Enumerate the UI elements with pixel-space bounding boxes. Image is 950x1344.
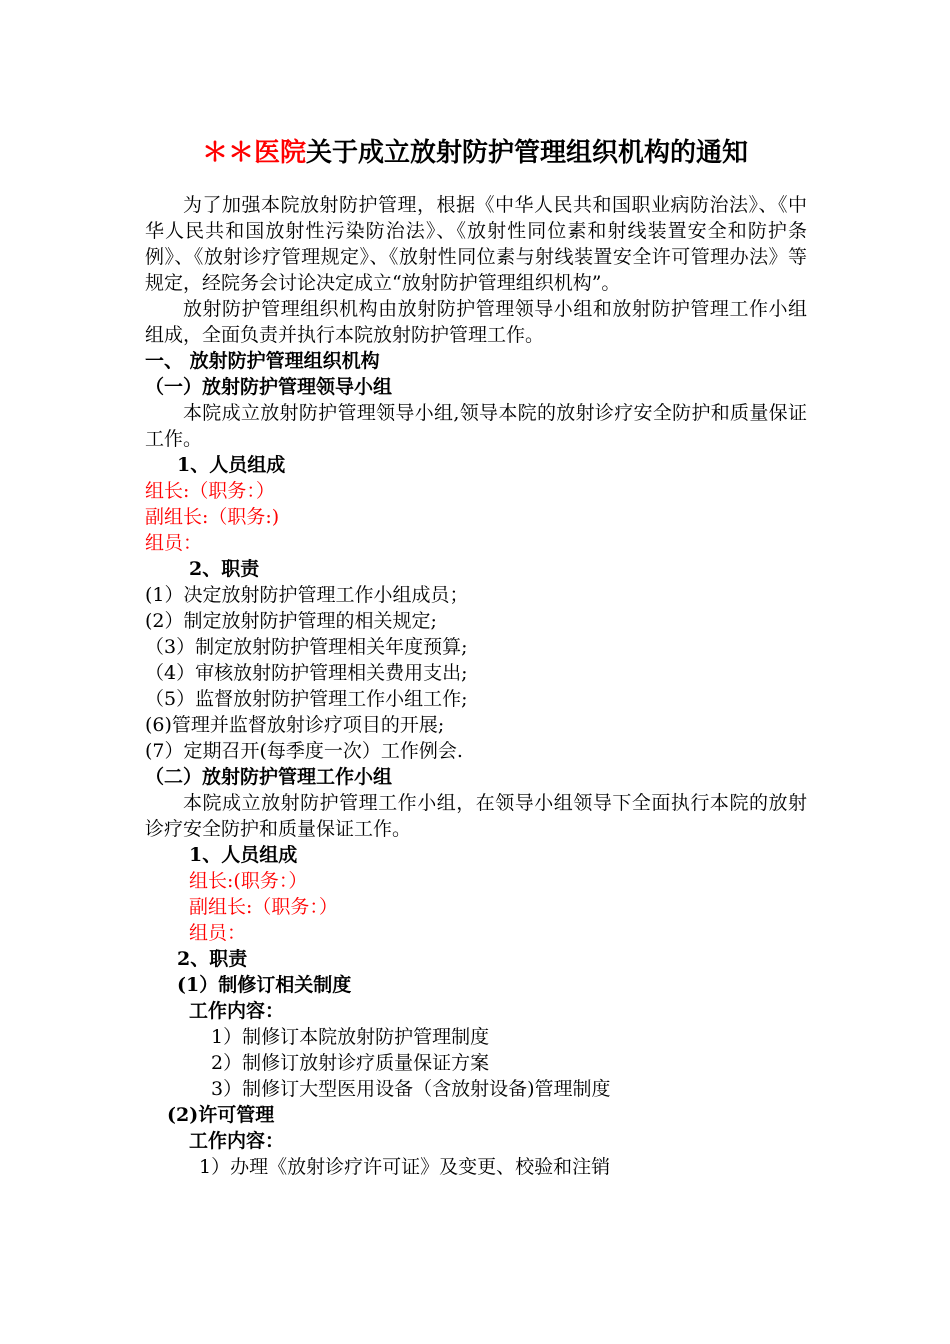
subsection-heading-working: （二）放射防护管理工作小组 <box>145 766 393 788</box>
hospital-name: ＊＊医院 <box>201 138 306 168</box>
document-title <box>0 136 950 170</box>
working-members: 组员： <box>189 922 247 944</box>
leadership-duties-heading: 2、职责 <box>189 558 260 580</box>
working-item1-task: 1）制修订本院放射防护管理制度 <box>211 1026 490 1048</box>
leadership-duty-item: （5）监督放射防护管理工作小组工作; <box>145 688 468 710</box>
working-item1-heading: (1）制修订相关制度 <box>177 974 352 996</box>
working-item1-content-label: 工作内容： <box>189 1000 285 1022</box>
leadership-duty-item: (6)管理并监督放射诊疗项目的开展; <box>145 714 445 736</box>
working-item2-heading: (2)许可管理 <box>167 1104 275 1126</box>
leadership-duty-item: (2）制定放射防护管理的相关规定; <box>145 610 437 632</box>
working-item1-task: 2）制修订放射诊疗质量保证方案 <box>211 1052 490 1074</box>
leadership-leader: 组长:（职务：） <box>145 480 275 502</box>
section-heading: 一、 放射防护管理组织机构 <box>145 350 380 372</box>
leadership-duty-item: (1）决定放射防护管理工作小组成员； <box>145 584 469 606</box>
working-leader: 组长:(职务：） <box>189 870 308 892</box>
leadership-duty-item: （3）制定放射防护管理相关年度预算; <box>145 636 468 658</box>
leadership-deputy: 副组长:（职务:) <box>145 506 280 528</box>
working-members-heading: 1、人员组成 <box>189 844 298 866</box>
leadership-duty-item: (7）定期召开(每季度一次）工作例会. <box>145 740 463 762</box>
working-duties-heading: 2、职责 <box>177 948 248 970</box>
leadership-members-heading: 1、人员组成 <box>177 454 286 476</box>
document-body <box>145 192 807 1180</box>
leadership-members: 组员： <box>145 532 203 554</box>
working-item1-task: 3）制修订大型医用设备（含放射设备)管理制度 <box>211 1078 611 1100</box>
leadership-description: 本院成立放射防护管理领导小组,领导本院的放射诊疗安全防护和质量保证工作。 <box>145 402 807 450</box>
intro-paragraph-2: 放射防护管理组织机构由放射防护管理领导小组和放射防护管理工作小组组成，全面负责并执行本院放射防护管理工作。 <box>145 298 807 346</box>
subsection-heading-leadership: （一）放射防护管理领导小组 <box>145 376 393 398</box>
intro-paragraph-1: 为了加强本院放射防护管理，根据《中华人民共和国职业病防治法》、《中华人民共和国放射性污染防治法》、《放射性同位素和射线装置安全和防护条例》、《放射诊疗管理规定》、《放射性同位素与射线装置安全许可管理办法》等规定，经院务会讨论决定成立“放射防护管理组织机构”。 <box>145 194 807 294</box>
working-item2-task: 1）办理《放射诊疗许可证》及变更、校验和注销 <box>199 1156 611 1178</box>
leadership-duty-item: （4）审核放射防护管理相关费用支出; <box>145 662 468 684</box>
title-text: 关于成立放射防护管理组织机构的通知 <box>306 138 749 168</box>
working-deputy: 副组长:（职务：） <box>189 896 338 918</box>
working-description: 本院成立放射防护管理工作小组，在领导小组领导下全面执行本院的放射诊疗安全防护和质量保证工作。 <box>145 792 807 840</box>
working-item2-content-label: 工作内容： <box>189 1130 285 1152</box>
